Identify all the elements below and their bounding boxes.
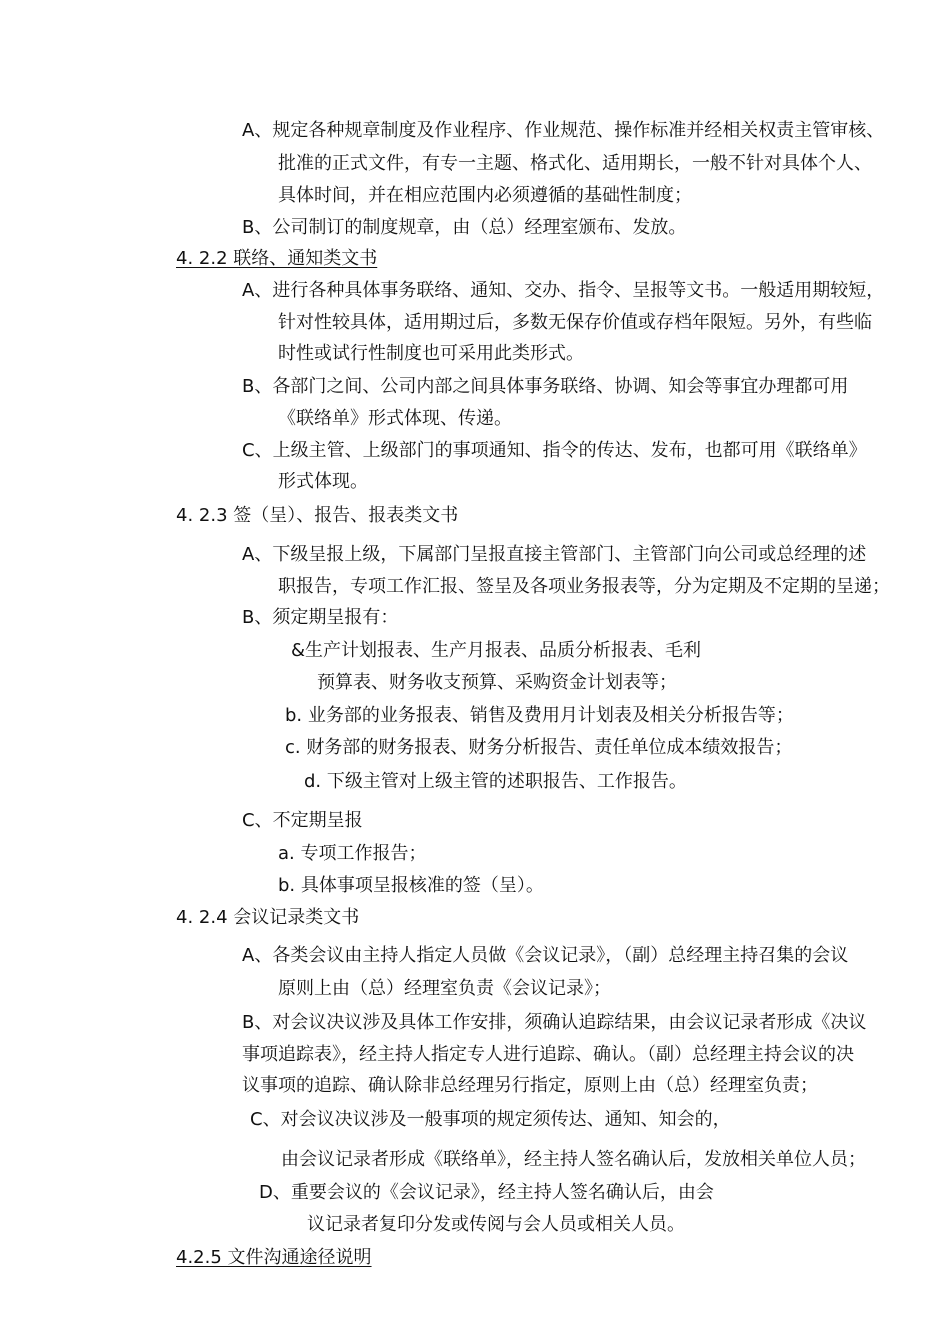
- list-item: b. 具体事项呈报核准的签（呈）。: [278, 875, 544, 896]
- text-line: A、规定各种规章制度及作业程序、作业规范、操作标准并经相关权责主管审核、: [242, 120, 885, 141]
- section-heading: 4. 2.2 联络、通知类文书: [176, 248, 378, 269]
- text-line: 批准的正式文件，有专一主题、格式化、适用期长，一般不针对具体个人、: [278, 153, 872, 174]
- list-item: &生产计划报表、生产月报表、品质分析报表、毛利: [291, 640, 702, 661]
- list-item: d. 下级主管对上级主管的述职报告、工作报告。: [304, 771, 687, 792]
- text-line: 职报告，专项工作汇报、签呈及各项业务报表等，分为定期及不定期的呈递；: [278, 576, 890, 597]
- text-line: 预算表、财务收支预算、采购资金计划表等；: [317, 672, 677, 693]
- text-line: C、对会议决议涉及一般事项的规定须传达、通知、知会的，: [250, 1109, 731, 1130]
- text-line: A、下级呈报上级，下属部门呈报直接主管部门、主管部门向公司或总经理的述: [242, 544, 867, 565]
- list-item: b. 业务部的业务报表、销售及费用月计划表及相关分析报告等；: [285, 705, 794, 726]
- text-line: B、各部门之间、公司内部之间具体事务联络、协调、知会等事宜办理都可用: [242, 376, 849, 397]
- text-line: A、进行各种具体事务联络、通知、交办、指令、呈报等文书。一般适用期较短，: [242, 280, 885, 301]
- text-line: B、对会议决议涉及具体工作安排，须确认追踪结果，由会议记录者形成《决议: [242, 1012, 867, 1033]
- text-line: 由会议记录者形成《联络单》，经主持人签名确认后，发放相关单位人员；: [281, 1149, 866, 1170]
- list-item: c. 财务部的财务报表、财务分析报告、责任单位成本绩效报告；: [285, 737, 793, 758]
- text-line: C、上级主管、上级部门的事项通知、指令的传达、发布，也都可用《联络单》: [242, 440, 867, 461]
- text-line: 针对性较具体，适用期过后，多数无保存价值或存档年限短。另外，有些临: [278, 312, 872, 333]
- list-item: a. 专项工作报告；: [278, 843, 427, 864]
- text-line: 议记录者复印分发或传阅与会人员或相关人员。: [307, 1214, 685, 1235]
- text-line: B、公司制订的制度规章，由（总）经理室颁布、发放。: [242, 217, 687, 238]
- text-line: 事项追踪表》，经主持人指定专人进行追踪、确认。（副）总经理主持会议的决: [242, 1044, 854, 1065]
- section-heading: 4. 2.4 会议记录类文书: [176, 907, 360, 928]
- section-heading: 4.2.5 文件沟通途径说明: [176, 1247, 372, 1268]
- text-line: 具体时间，并在相应范围内必须遵循的基础性制度；: [278, 185, 692, 206]
- text-line: C、不定期呈报: [242, 810, 363, 831]
- text-line: D、重要会议的《会议记录》，经主持人签名确认后，由会: [259, 1182, 714, 1203]
- text-line: A、各类会议由主持人指定人员做《会议记录》，（副）总经理主持召集的会议: [242, 945, 849, 966]
- text-line: 议事项的追踪、确认除非总经理另行指定，原则上由（总）经理室负责；: [242, 1075, 818, 1096]
- text-line: 时性或试行性制度也可采用此类形式。: [278, 343, 584, 364]
- section-heading: 4. 2.3 签（呈）、报告、报表类文书: [176, 505, 459, 526]
- text-line: 形式体现。: [278, 471, 368, 492]
- text-line: 《联络单》形式体现、传递。: [278, 408, 512, 429]
- text-line: B、须定期呈报有：: [242, 607, 399, 628]
- text-line: 原则上由（总）经理室负责《会议记录》；: [278, 978, 611, 999]
